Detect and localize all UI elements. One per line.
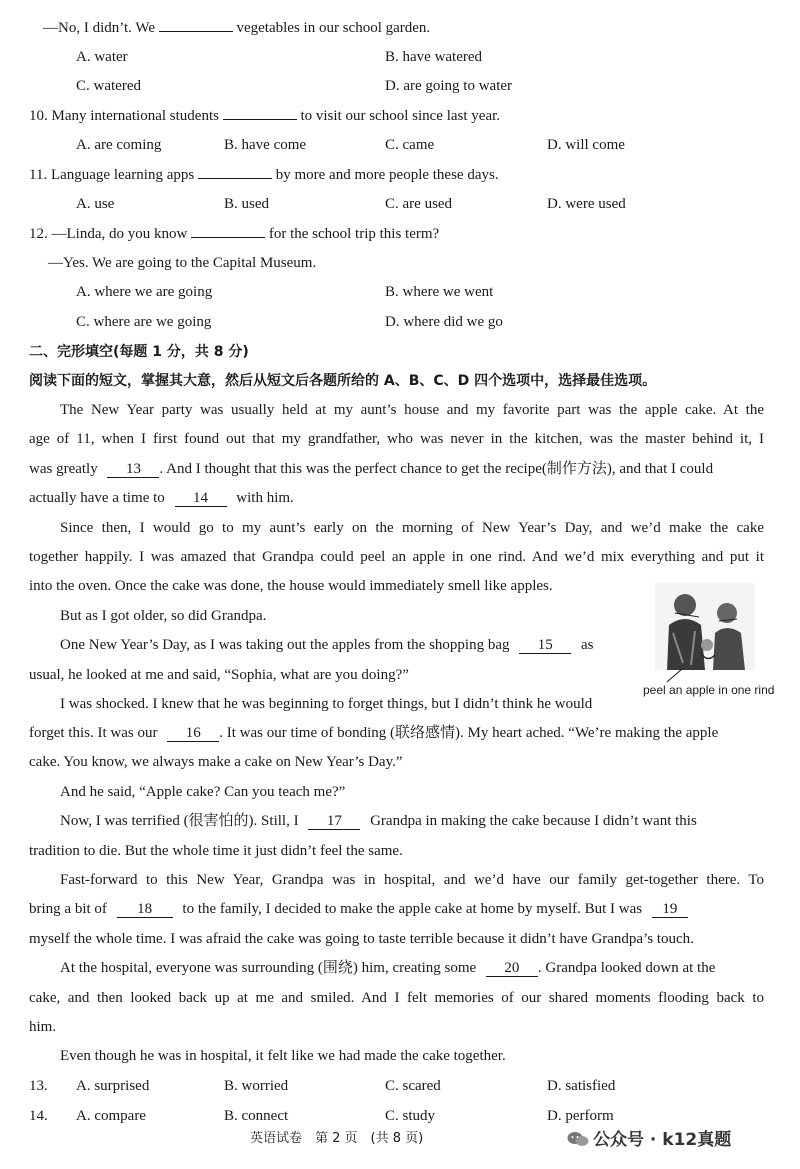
passage-text: Grandpa in making the cake because I didn’t want this [370, 813, 697, 829]
option-d: D. where did we go [385, 314, 503, 330]
passage-text: . It was our time of bonding (联络感情). My heart ached. “We’re making the apple [219, 725, 719, 741]
option-c: C. came [385, 137, 435, 153]
q10-stem-rest: to visit our school since last year. [300, 108, 501, 124]
passage-line [29, 899, 688, 919]
section-instruction: 阅读下面的短文，掌握其大意，然后从短文后各题所给的 A、B、C、D 四个选项中，选择最佳选项。 [29, 373, 657, 389]
illustration-caption: peel an apple in one rind [643, 683, 775, 697]
q9-reply-rest: vegetables in our school garden. [236, 20, 431, 36]
q11-stem-rest: by more and more people these days. [275, 167, 499, 183]
q12-stem-rest: for the school trip this term? [268, 226, 440, 242]
option-b: B. worried [224, 1078, 289, 1094]
option-d: D. are going to water [385, 78, 513, 94]
option-d: D. satisfied [547, 1078, 616, 1094]
passage-line: Since then, I would go to my aunt’s early on the morning of New Year’s Day, and we’d make the cake [60, 520, 764, 536]
passage-line [29, 488, 294, 508]
passage-line: usual, he looked at me and said, “Sophia, what are you doing?” [29, 667, 409, 683]
passage-line [60, 958, 715, 978]
q10-stem: 10. Many international students [29, 108, 219, 124]
blank-15: 15 [519, 637, 571, 654]
q9-reply [43, 18, 430, 38]
passage-line [29, 459, 713, 479]
q12-reply: —Yes. We are going to the Capital Museum. [48, 255, 317, 271]
passage-line [29, 723, 718, 743]
passage-text: . And I thought that this was the perfect chance to get the recipe(制作方法), and that I could [159, 461, 714, 477]
passage-text: to the family, I decided to make the apple cake at home by myself. But I was [182, 901, 643, 917]
answer-blank [223, 119, 297, 120]
option-a: A. surprised [76, 1078, 150, 1094]
option-d: D. were used [547, 196, 626, 212]
blank-17: 17 [308, 813, 360, 830]
option-a: A. water [76, 49, 128, 65]
passage-line: Fast-forward to this New Year, Grandpa was in hospital, and we’d have our family get-together there. To [60, 872, 764, 888]
blank-13: 13 [107, 461, 159, 478]
answer-blank [159, 31, 233, 32]
passage-text: bring a bit of [29, 901, 107, 917]
page-footer: 英语试卷 第 2 页 (共 8 页) [250, 1131, 424, 1146]
blank-16: 16 [167, 725, 219, 742]
passage-line: myself the whole time. I was afraid the cake was going to taste terrible because it didn’t have Grandpa’s touch. [29, 931, 694, 947]
passage-line: age of 11, when I first found out that my grandfather, who was never in the kitchen, was the master behind it, I [29, 431, 764, 447]
passage-line: I was shocked. I knew that he was beginning to forget things, but I didn’t think he would [60, 696, 593, 712]
q11-stem: 11. Language learning apps [29, 167, 195, 183]
passage-text: actually have a time to [29, 490, 165, 506]
passage-text: At the hospital, everyone was surrounding (围绕) him, creating some [60, 960, 477, 976]
passage-text: with him. [236, 490, 294, 506]
answer-blank [198, 178, 272, 179]
passage-line: him. [29, 1019, 57, 1035]
q13-number: 13. [29, 1078, 48, 1094]
answer-blank [191, 237, 265, 238]
option-b: B. connect [224, 1108, 289, 1124]
passage-line: Even though he was in hospital, it felt like we had made the cake together. [60, 1048, 506, 1064]
blank-19: 19 [652, 901, 688, 918]
passage-text: forget this. It was our [29, 725, 158, 741]
q14-number: 14. [29, 1108, 48, 1124]
passage-text: as [581, 637, 594, 653]
q9-reply-text: —No, I didn’t. We [43, 20, 155, 36]
option-c: C. watered [76, 78, 141, 94]
question-10 [29, 106, 500, 126]
passage-line: tradition to die. But the whole time it just didn’t feel the same. [29, 843, 403, 859]
passage-line: cake. You know, we always make a cake on New Year’s Day.” [29, 754, 403, 770]
option-b: B. used [224, 196, 269, 212]
passage-line: The New Year party was usually held at my aunt’s house and my favorite part was the apple cake. At the [60, 402, 764, 418]
blank-20: 20 [486, 960, 538, 977]
passage-line [60, 811, 697, 831]
passage-text: One New Year’s Day, as I was taking out the apples from the shopping bag [60, 637, 510, 653]
passage-line: cake, and then looked back up at me and smiled. And I felt memories of our shared moments flooding back to [29, 990, 764, 1006]
option-a: A. are coming [76, 137, 162, 153]
option-b: B. where we went [385, 284, 494, 300]
option-c: C. are used [385, 196, 453, 212]
question-12 [29, 224, 439, 244]
q12-stem: 12. —Linda, do you know [29, 226, 188, 242]
option-c: C. scared [385, 1078, 441, 1094]
passage-line: And he said, “Apple cake? Can you teach me?” [60, 784, 346, 800]
option-d: D. perform [547, 1108, 614, 1124]
option-b: B. have watered [385, 49, 483, 65]
passage-text: . Grandpa looked down at the [537, 960, 716, 976]
option-b: B. have come [224, 137, 307, 153]
wechat-icon [567, 1131, 589, 1147]
passage-line: together happily. I was amazed that Grandpa could peel an apple in one rind. And we’d mix everything and put it [29, 549, 764, 565]
blank-18: 18 [117, 901, 173, 918]
option-a: A. use [76, 196, 115, 212]
option-a: A. where we are going [76, 284, 213, 300]
option-c: C. study [385, 1108, 436, 1124]
passage-text: was greatly [29, 461, 98, 477]
passage-line: But as I got older, so did Grandpa. [60, 608, 267, 624]
section-heading: 二、完形填空(每题 1 分，共 8 分) [29, 344, 249, 360]
wechat-watermark [567, 1125, 731, 1150]
option-c: C. where are we going [76, 314, 212, 330]
passage-text: Now, I was terrified (很害怕的). Still, I [60, 813, 299, 829]
passage-line: into the oven. Once the cake was done, the house would immediately smell like apples. [29, 578, 553, 594]
blank-14: 14 [175, 490, 227, 507]
passage-line [60, 635, 594, 655]
option-a: A. compare [76, 1108, 146, 1124]
option-d: D. will come [547, 137, 625, 153]
watermark-text: 公众号 · k12真题 [593, 1130, 732, 1150]
grandpa-peeling-apple-illustration [655, 583, 755, 670]
question-11 [29, 165, 499, 185]
